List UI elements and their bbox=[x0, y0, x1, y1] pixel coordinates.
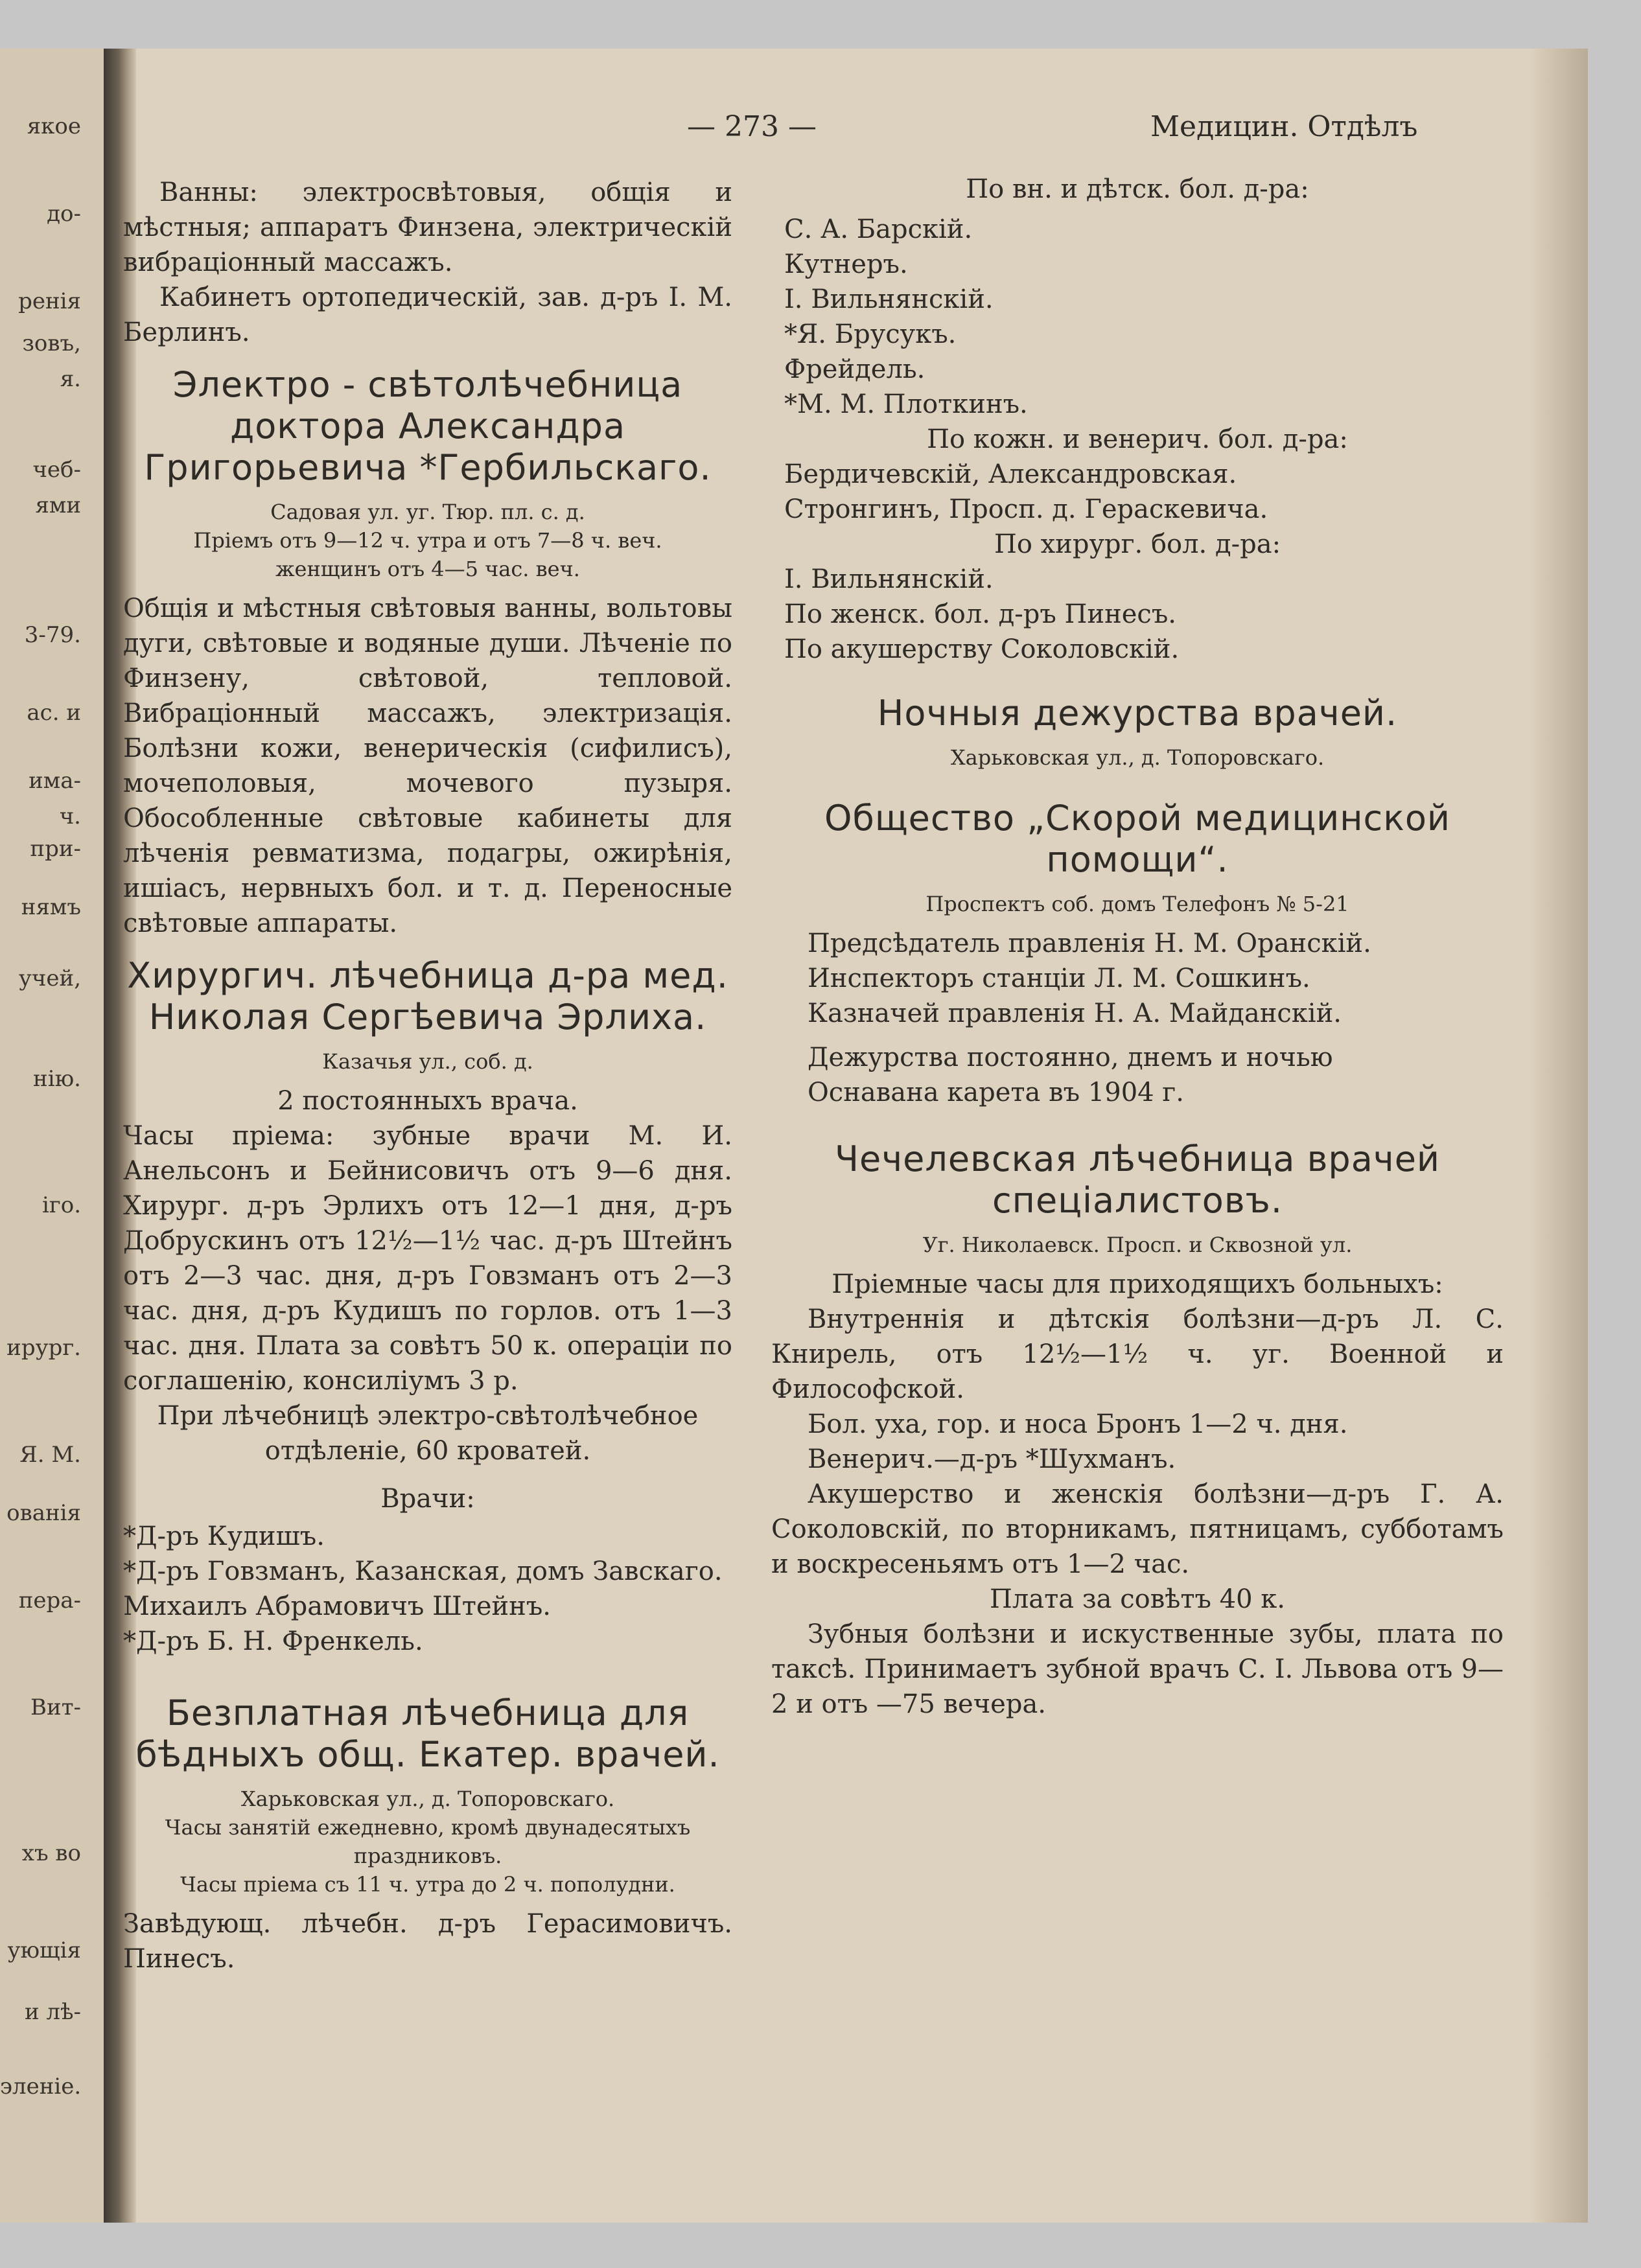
list-item: Стронгинъ, Просп. д. Гераскевича. bbox=[784, 494, 1268, 524]
page-273 bbox=[123, 49, 1523, 2223]
margin-fragment: зовъ, bbox=[22, 330, 81, 356]
margin-fragment: іго. bbox=[42, 1192, 81, 1218]
ambulance-staff: Казначей правленія Н. А. Майданскій. bbox=[808, 999, 1342, 1028]
group-heading: По хирург. бол. д-ра: bbox=[994, 529, 1281, 559]
left-page-edge bbox=[0, 49, 117, 2223]
left-column bbox=[123, 175, 732, 1976]
clinic-erlikh-title: Хирургич. лѣчебница д-ра мед. Николая Сергѣевича Эрлиха. bbox=[127, 955, 728, 1037]
clinic-free-title: Безплатная лѣчебница для бѣдныхъ общ. Екатер. врачей. bbox=[135, 1693, 720, 1775]
list-item: І. Вильнянскій. bbox=[784, 284, 994, 314]
doctors-list bbox=[123, 1519, 732, 1659]
page-number: — 273 — bbox=[687, 110, 817, 143]
list-item: По женск. бол. д-ръ Пинесъ. bbox=[784, 599, 1176, 629]
ambulance-address: Проспектъ соб. домъ Телефонъ № 5-21 bbox=[925, 892, 1349, 916]
margin-fragment: до- bbox=[47, 201, 81, 227]
chechelev-title: Чечелевская лѣчебница врачей спеціалистовъ. bbox=[834, 1139, 1441, 1221]
margin-fragment: хъ во bbox=[21, 1840, 81, 1866]
night-duty-title: Ночныя дежурства врачей. bbox=[877, 693, 1398, 734]
clinic-erlikh-note: При лѣчебницѣ электро-свѣтолѣчебное отдѣленіе, 60 кроватей. bbox=[157, 1401, 699, 1466]
scanned-book-spread bbox=[0, 49, 1588, 2223]
group-heading: По кожн. и венерич. бол. д-ра: bbox=[927, 424, 1348, 454]
margin-fragment: ующія bbox=[7, 1938, 81, 1963]
list-item: С. А. Барскій. bbox=[784, 214, 973, 244]
ambulance-staff: Инспекторъ станціи Л. М. Сошкинъ. bbox=[808, 964, 1310, 993]
chechelev-paragraph: Венерич.—д-ръ *Шухманъ. bbox=[808, 1444, 1176, 1474]
intro-baths: Ванны: электросвѣтовыя, общія и мѣстныя; аппаратъ Финзена, электрическій вибраціонный массажъ. bbox=[123, 178, 732, 277]
margin-fragment: нію. bbox=[33, 1066, 81, 1092]
group-list bbox=[784, 212, 1504, 422]
ambulance-note: Дежурства постоянно, днемъ и ночью bbox=[808, 1043, 1333, 1072]
section-header: Медицин. Отдѣлъ bbox=[1150, 110, 1418, 143]
ambulance-note: Оснавана карета въ 1904 г. bbox=[808, 1078, 1184, 1107]
margin-fragment: Вит- bbox=[30, 1695, 81, 1720]
chechelev-paragraph: Бол. уха, гор. и носа Бронъ 1—2 ч. дня. bbox=[808, 1409, 1348, 1439]
margin-fragment: Я. М. bbox=[19, 1442, 81, 1468]
group-list bbox=[784, 457, 1504, 527]
margin-fragment: нямъ bbox=[21, 894, 81, 920]
list-item: *Я. Брусукъ. bbox=[784, 319, 957, 349]
margin-fragment: учей, bbox=[18, 966, 81, 991]
right-column bbox=[771, 172, 1504, 1722]
margin-fragment: ями bbox=[35, 492, 81, 518]
page-edge-shadow bbox=[1530, 49, 1588, 2223]
margin-fragment: 3-79. bbox=[24, 622, 81, 648]
doctor-entry: *Д-ръ Кудишъ. bbox=[123, 1522, 325, 1551]
chechelev-fee: Плата за совѣтъ 40 к. bbox=[990, 1584, 1285, 1614]
margin-fragment: ирург. bbox=[6, 1335, 81, 1361]
clinic-free-head: Завѣдующ. лѣчебн. д-ръ Герасимовичъ. Пинесъ. bbox=[123, 1909, 732, 1974]
margin-fragment: има- bbox=[29, 768, 81, 794]
doctor-entry: *Д-ръ Б. Н. Френкель. bbox=[123, 1626, 423, 1656]
clinic-erlikh-doctors-count: 2 постоянныхъ врача. bbox=[277, 1086, 578, 1116]
doctors-heading: Врачи: bbox=[380, 1484, 475, 1514]
chechelev-address: Уг. Николаевск. Просп. и Сквозной ул. bbox=[922, 1232, 1353, 1257]
margin-fragment: чеб- bbox=[32, 457, 81, 483]
margin-fragment: эленіе. bbox=[0, 2074, 82, 2100]
margin-fragment: пера- bbox=[18, 1588, 81, 1614]
hours-line: женщинъ отъ 4—5 час. веч. bbox=[275, 557, 580, 581]
night-duty-address: Харьковская ул., д. Топоровскаго. bbox=[950, 745, 1325, 770]
hours-line: Часы пріема съ 11 ч. утра до 2 ч. пополудни. bbox=[180, 1872, 675, 1897]
list-item: *М. М. Плоткинъ. bbox=[784, 389, 1028, 419]
list-item: По акушерству Соколовскій. bbox=[784, 634, 1180, 664]
margin-fragment: и лѣ- bbox=[24, 1999, 81, 2025]
clinic-free-address bbox=[123, 1785, 732, 1899]
address-line: Садовая ул. уг. Тюр. пл. с. д. bbox=[270, 500, 585, 524]
ambulance-staff: Предсѣдатель правленія Н. М. Оранскій. bbox=[808, 929, 1371, 958]
ambulance-title: Общество „Скорой медицинской помощи“. bbox=[824, 798, 1450, 880]
margin-fragment: ренія bbox=[18, 288, 81, 314]
hours-line: Пріемъ отъ 9—12 ч. утра и отъ 7—8 ч. веч. bbox=[193, 528, 662, 553]
margin-fragment: ас. и bbox=[27, 700, 81, 726]
chechelev-hours-heading: Пріемные часы для приходящихъ больныхъ: bbox=[832, 1269, 1443, 1299]
margin-fragment: я. bbox=[60, 366, 81, 392]
clinic-gerbilsky-address bbox=[123, 498, 732, 583]
group-heading: По вн. и дѣтск. бол. д-ра: bbox=[966, 174, 1309, 204]
chechelev-paragraph: Внутреннія и дѣтскія болѣзни—д-ръ Л. С. Книрель, отъ 12½—1½ ч. уг. Военной и Философской. bbox=[771, 1304, 1504, 1404]
margin-fragment: при- bbox=[30, 836, 81, 862]
list-item: І. Вильнянскій. bbox=[784, 564, 994, 594]
chechelev-paragraph: Акушерство и женскія болѣзни—д-ръ Г. А. Соколовскій, по вторникамъ, пятницамъ, субботамъ и воскресеньямъ отъ 1—2 час. bbox=[771, 1479, 1504, 1579]
clinic-erlikh-address: Казачья ул., соб. д. bbox=[322, 1049, 533, 1074]
clinic-erlikh-hours: Часы пріема: зубные врачи М. И. Анельсонъ и Бейнисовичъ отъ 9—6 дня. Хирург. д-ръ Эрлихъ отъ 12—1 дня, д-ръ Добрускинъ отъ 12½—1½ час. д-ръ Штейнъ отъ 2—3 час. дня, д-ръ Говзманъ отъ 2—3 час. дня, д-ръ Кудишъ по горлов. отъ 1—3 час. дня. Плата за совѣтъ 50 к. операціи по соглашенію, консиліумъ 3 р. bbox=[123, 1121, 732, 1396]
doctor-entry: Михаилъ Абрамовичъ Штейнъ. bbox=[123, 1591, 551, 1621]
margin-fragment: ованія bbox=[6, 1500, 81, 1526]
list-item: Фрейдель. bbox=[784, 354, 925, 384]
address-line: Харьковская ул., д. Топоровскаго. bbox=[240, 1787, 615, 1811]
intro-cabinet: Кабинетъ ортопедическій, зав. д-ръ І. М. Берлинъ. bbox=[123, 283, 732, 347]
clinic-gerbilsky-title: Электро - свѣтолѣчебница доктора Александра Григорьевича *Гербильскаго. bbox=[144, 364, 712, 488]
clinic-gerbilsky-description: Общія и мѣстныя свѣтовыя ванны, вольтовы дуги, свѣтовые и водяные души. Лѣченіе по Финзену, свѣтовой, тепловой. Вибраціонный массажъ, электризація. Болѣзни кожи, венерическія (сифилисъ), мочеполовыя, мочевого пузыря. Обособленные свѣтовые кабинеты для лѣченія ревматизма, подагры, ожирѣнія, ишіасъ, нервныхъ бол. и т. д. Переносные свѣтовые аппараты. bbox=[123, 594, 732, 938]
doctor-entry: *Д-ръ Говзманъ, Казанская, домъ Завскаго. bbox=[123, 1556, 723, 1586]
list-item: Кутнеръ. bbox=[784, 249, 908, 279]
list-item: Бердичевскій, Александровская. bbox=[784, 459, 1237, 489]
chechelev-dental: Зубныя болѣзни и искуственные зубы, плата по таксѣ. Принимаетъ зубной врачъ С. І. Львова отъ 9—2 и отъ —75 вечера. bbox=[771, 1619, 1504, 1719]
margin-fragment: якое bbox=[27, 113, 81, 139]
hours-line: Часы занятій ежедневно, кромѣ двунадесятыхъ праздниковъ. bbox=[165, 1815, 691, 1868]
group-list bbox=[784, 562, 1504, 667]
margin-fragment: ч. bbox=[59, 804, 81, 829]
